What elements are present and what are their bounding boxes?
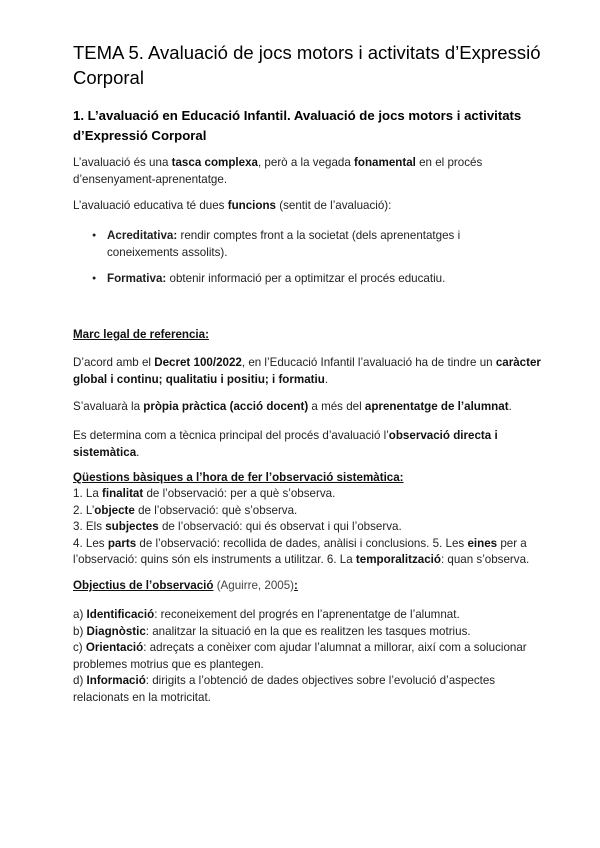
- page-title: TEMA 5. Avaluació de jocs motors i activitats d’Expressió Corporal: [73, 42, 541, 88]
- questions-heading: Qüestions bàsiques a l’hora de fer l’observació sistemàtica:: [73, 471, 404, 484]
- objectius-list: [73, 607, 553, 706]
- functions-list: [92, 228, 512, 261]
- paragraph-tecnica: Es determina com a tècnica principal del procés d’avaluació l’observació directa i sistemàtica.: [73, 429, 498, 459]
- list-item: a) Identificació: reconeixement del progrés en l’aprenentatge de l’alumnat.: [73, 608, 460, 621]
- list-item: ● Formativa: obtenir informació per a optimitzar el procés educatiu.: [92, 271, 512, 288]
- paragraph-decret: D’acord amb el Decret 100/2022, en l’Educació Infantil l’avaluació ha de tindre un caràcter global i continu; qualitatiu i positiu; i formatiu.: [73, 356, 541, 386]
- list-item: c) Orientació: adreçats a conèixer com ajudar l’alumnat a millorar, així com a solucionar problemes motrius que es plantegen.: [73, 641, 527, 671]
- questions-list: [73, 486, 553, 569]
- paragraph-intro: L’avaluació és una tasca complexa, però a la vegada fonamental en el procés d’ensenyament-aprenentatge.: [73, 156, 483, 186]
- list-item: b) Diagnòstic: analitzar la situació en la que es realitzen les tasques motrius.: [73, 624, 471, 638]
- list-item: 4. Les parts de l’observació: recollida de dades, anàlisi i conclusions. 5. Les eines per a l’observació: quins són els instruments a utilitzar. 6. La temporalització: quan s’observa.: [73, 536, 530, 566]
- paragraph-functions: L’avaluació educativa té dues funcions (sentit de l’avaluació):: [73, 199, 392, 212]
- functions-list-2: [92, 271, 512, 288]
- list-item: 1. La finalitat de l’observació: per a què s’observa.: [73, 487, 336, 500]
- list-item: 3. Els subjectes de l’observació: qui és observat i qui l’observa.: [73, 520, 402, 533]
- paragraph-practica: S’avaluarà la pròpia pràctica (acció docent) a més del aprenentatge de l’alumnat.: [73, 400, 512, 413]
- objectius-heading: Objectius de l’observació (Aguirre, 2005):: [73, 579, 298, 592]
- list-item: 2. L’objecte de l’observació: què s’observa.: [73, 503, 298, 517]
- marc-heading: Marc legal de referencia:: [73, 328, 209, 341]
- list-item: ● Acreditativa: rendir comptes front a la societat (dels aprenentatges i coneixements assolits).: [92, 228, 512, 261]
- list-item: d) Informació: dirigits a l’obtenció de dades objectives sobre l’evolució d’aspectes relacionats en la motricitat.: [73, 674, 496, 704]
- section-heading: 1. L’avaluació en Educació Infantil. Avaluació de jocs motors i activitats d’Expressió Corporal: [73, 108, 522, 143]
